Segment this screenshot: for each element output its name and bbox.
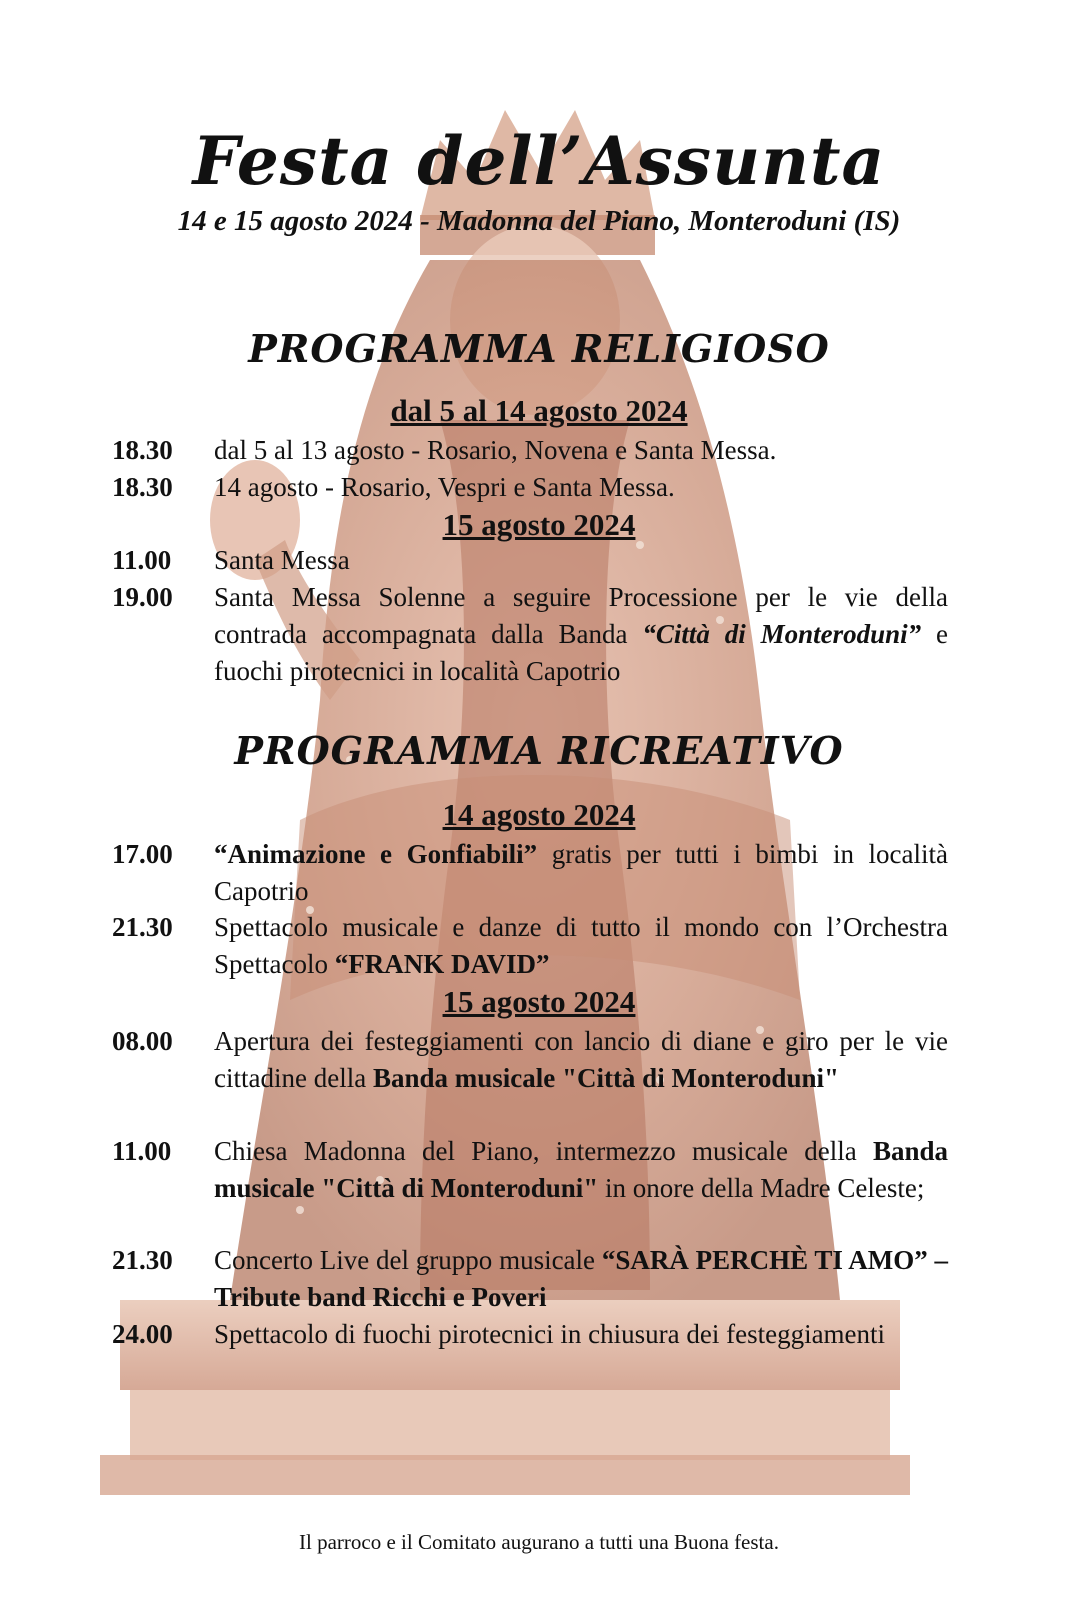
event-highlight: “Animazione e Gonfiabili” [214, 839, 538, 869]
event-text: gratis per tutti i bimbi in località Capotrio [214, 839, 948, 906]
event-text: Concerto Live del gruppo musicale [214, 1245, 602, 1275]
event-text: Apertura dei festeggiamenti con lancio di diane e giro per le vie cittadine della [214, 1026, 948, 1093]
page-subtitle: 14 e 15 agosto 2024 - Madonna del Piano, Monteroduni (IS) [177, 205, 901, 237]
event-description [214, 909, 948, 983]
day-heading-religioso-2: 15 agosto 2024 [442, 507, 636, 542]
event-text: Santa Messa Solenne a seguire Processione per le vie della contrada accompagnata dalla Banda [214, 582, 948, 649]
day-heading-ricreativo-2: 15 agosto 2024 [442, 984, 636, 1019]
event-highlight: Banda musicale "Città di Monteroduni" [372, 1063, 839, 1093]
event-time: 11.00 [112, 545, 172, 575]
event-time: 11.00 [112, 1136, 172, 1166]
event-text: e fuochi pirotecnici in località Capotrio [214, 619, 948, 686]
event-text: Chiesa Madonna del Piano, intermezzo musicale della [214, 1136, 873, 1166]
event-description [214, 1133, 948, 1207]
band-name: “Città di Monteroduni” [642, 619, 922, 649]
event-description: dal 5 al 13 agosto - Rosario, Novena e Santa Messa. [214, 435, 777, 465]
footer-note: Il parroco e il Comitato augurano a tutti una Buona festa. [299, 1530, 779, 1554]
day-heading-religioso-1: dal 5 al 14 agosto 2024 [390, 393, 688, 428]
page-title: Festa dell’Assunta [192, 122, 886, 200]
event-time: 18.30 [112, 472, 173, 502]
event-time: 21.30 [112, 912, 173, 942]
event-highlight: Banda musicale "Città di Monteroduni" [214, 1136, 948, 1203]
event-text: Spettacolo musicale e danze di tutto il mondo con l’Orchestra Spettacolo [214, 912, 948, 979]
section-title-ricreativo: PROGRAMMA RICREATIVO [234, 728, 844, 773]
event-time: 19.00 [112, 582, 173, 612]
event-description: Santa Messa [214, 545, 350, 575]
event-description [214, 579, 948, 690]
event-description: Spettacolo di fuochi pirotecnici in chiusura dei festeggiamenti [214, 1319, 886, 1349]
event-text: in onore della Madre Celeste; [598, 1173, 925, 1203]
event-time: 21.30 [112, 1245, 173, 1275]
event-description [214, 836, 948, 910]
event-highlight: “FRANK DAVID” [334, 949, 550, 979]
day-heading-ricreativo-1: 14 agosto 2024 [442, 797, 636, 832]
event-time: 24.00 [112, 1319, 173, 1349]
section-title-religioso: PROGRAMMA RELIGIOSO [248, 326, 830, 371]
event-time: 08.00 [112, 1026, 173, 1056]
event-time: 18.30 [112, 435, 173, 465]
event-description [214, 1023, 948, 1097]
event-time: 17.00 [112, 839, 173, 869]
event-description [214, 1242, 948, 1316]
event-description: 14 agosto - Rosario, Vespri e Santa Messa. [214, 472, 675, 502]
event-highlight: “SARÀ PERCHÈ TI AMO” – Tribute band Ricchi e Poveri [214, 1245, 948, 1312]
